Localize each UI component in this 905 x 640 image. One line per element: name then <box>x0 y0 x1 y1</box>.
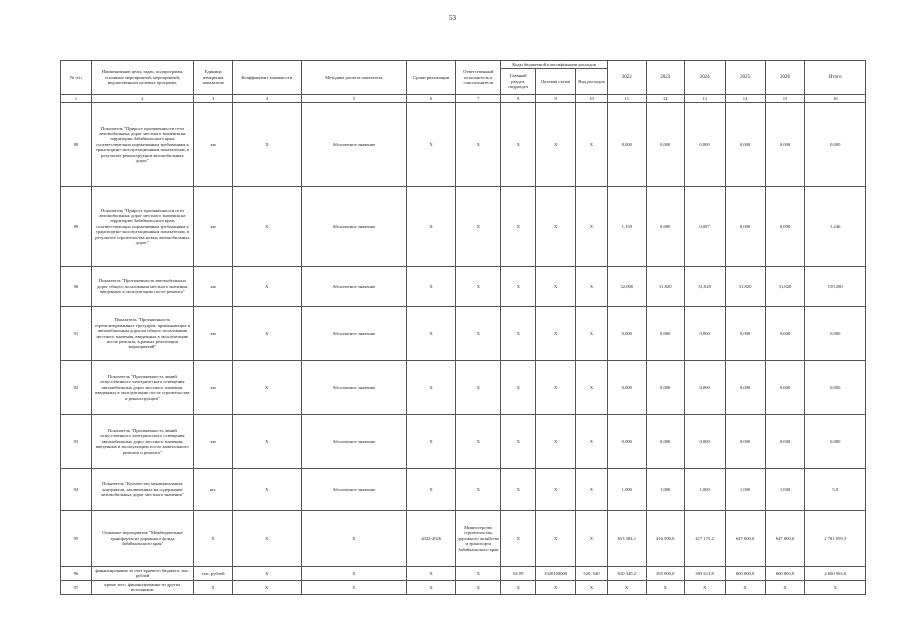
total-value-cell: 0,000 <box>805 415 866 469</box>
coefficient-cell: X <box>233 103 302 187</box>
indicator-name-cell: Показатель "Протяженность автомобильных дорог общего пользования местного значения, введенных в эксплуатацию после ремонта" <box>91 267 193 307</box>
total-value-cell: 5,0 <box>805 469 866 511</box>
year-value-cell: 395 613,8 <box>684 567 725 581</box>
table-row <box>61 469 866 511</box>
column-number: 7 <box>456 95 501 103</box>
main-section-code-cell: X <box>501 187 536 267</box>
unit-cell: км <box>194 415 233 469</box>
expense-type-code-cell: X <box>576 361 608 415</box>
year-value-cell: 0,000 <box>765 415 805 469</box>
unit-cell: км <box>194 103 233 187</box>
coefficient-cell: X <box>233 307 302 361</box>
method-cell: Абсолютное значение <box>301 103 406 187</box>
row-number-cell: 94 <box>61 469 92 511</box>
table-body <box>61 103 866 595</box>
year-value-cell: 0,000 <box>765 307 805 361</box>
year-value-cell: 610 349,2 <box>607 567 646 581</box>
year-value-cell: 1,000 <box>765 469 805 511</box>
year-value-cell: 395 000,0 <box>646 567 684 581</box>
total-value-cell: 2 781 059,3 <box>805 511 866 567</box>
year-value-cell: 0,000 <box>684 361 725 415</box>
year-value-cell: 0,000 <box>646 361 684 415</box>
column-number: 6 <box>407 95 456 103</box>
term-cell: X <box>407 580 456 594</box>
total-value-cell: 1,246 <box>805 187 866 267</box>
year-value-cell: 31,820 <box>684 267 725 307</box>
main-section-code-cell: X <box>501 469 536 511</box>
year-value-cell: 0,000 <box>646 187 684 267</box>
term-cell: X <box>407 267 456 307</box>
header-year: 2026 <box>765 61 805 95</box>
year-value-cell: 0,000 <box>765 187 805 267</box>
main-section-code-cell: X <box>501 307 536 361</box>
indicator-name-cell: кроме того, финансирование из других источников: <box>91 580 193 594</box>
year-value-cell: 653 384,1 <box>607 511 646 567</box>
unit-cell: шт. <box>194 469 233 511</box>
term-cell: X <box>407 361 456 415</box>
responsible-cell: X <box>456 580 501 594</box>
year-value-cell: 0,000 <box>725 187 765 267</box>
expense-type-code-cell: X <box>576 469 608 511</box>
unit-cell: км <box>194 187 233 267</box>
total-value-cell: 2 600 963,0 <box>805 567 866 581</box>
year-value-cell: 0,000 <box>646 307 684 361</box>
coefficient-cell: X <box>233 187 302 267</box>
year-value-cell: 0,000 <box>765 103 805 187</box>
term-cell: X <box>407 415 456 469</box>
target-item-code-cell: X <box>536 361 576 415</box>
year-value-cell: 0,000 <box>725 103 765 187</box>
column-number: 11 <box>607 95 646 103</box>
year-value-cell: X <box>684 580 725 594</box>
unit-cell: X <box>194 511 233 567</box>
header-coefficient: Коэффициент значимости <box>233 61 302 95</box>
responsible-cell: X <box>456 415 501 469</box>
term-cell: X <box>407 103 456 187</box>
method-cell: X <box>301 511 406 567</box>
year-value-cell: 600 000,0 <box>725 567 765 581</box>
coefficient-cell: X <box>233 567 302 581</box>
method-cell: X <box>301 580 406 594</box>
year-value-cell: X <box>646 580 684 594</box>
unit-cell: км <box>194 361 233 415</box>
method-cell: Абсолютное значение <box>301 361 406 415</box>
header-responsible: Ответственный исполнитель и соисполнители <box>456 61 501 95</box>
year-value-cell: 0,000 <box>646 103 684 187</box>
term-cell: 2022-2026 <box>407 511 456 567</box>
total-value-cell: X <box>805 580 866 594</box>
table-row <box>61 307 866 361</box>
header-year: 2025 <box>725 61 765 95</box>
responsible-cell: X <box>456 267 501 307</box>
term-cell: X <box>407 307 456 361</box>
year-value-cell: 0,000 <box>725 415 765 469</box>
indicator-name-cell: Основное мероприятие "Межбюджетные трансферты из дорожного фонда Забайкальского края" <box>91 511 193 567</box>
row-number-cell: 95 <box>61 511 92 567</box>
column-number: 10 <box>576 95 608 103</box>
target-item-code-cell: X <box>536 415 576 469</box>
header-budget-codes: Коды бюджетной классификации расходов <box>501 61 608 69</box>
expense-type-code-cell: X <box>576 103 608 187</box>
header-total: Итого <box>805 61 866 95</box>
method-cell: Абсолютное значение <box>301 469 406 511</box>
column-number: 15 <box>765 95 805 103</box>
method-cell: X <box>301 567 406 581</box>
year-value-cell: 0,000 <box>725 307 765 361</box>
table-row <box>61 267 866 307</box>
year-value-cell: 32,000 <box>607 267 646 307</box>
indicator-name-cell: Показатель "Протяженность линий искусственного электрического освещения автомобильных дорог местного значения, введенных в эксплуатацию после капитального ремонта и ремонта" <box>91 415 193 469</box>
method-cell: Абсолютное значение <box>301 307 406 361</box>
year-value-cell: X <box>765 580 805 594</box>
year-value-cell: 0,000 <box>607 361 646 415</box>
header-unit: Единица измерения показателя <box>194 61 233 95</box>
header-name: Наименование цели, задач, подпрограмм, основных мероприятий, мероприятий, ведомственных целевых программ, <box>91 61 193 95</box>
target-item-code-cell: X <box>536 511 576 567</box>
header-target-item: Целевая статья <box>536 69 576 95</box>
unit-cell: км <box>194 267 233 307</box>
target-item-code-cell: X <box>536 187 576 267</box>
responsible-cell: X <box>456 469 501 511</box>
expense-type-code-cell: X <box>576 415 608 469</box>
row-number-cell: 89 <box>61 187 92 267</box>
table-row <box>61 361 866 415</box>
header-year: 2023 <box>646 61 684 95</box>
column-number: 9 <box>536 95 576 103</box>
column-number: 14 <box>725 95 765 103</box>
expense-type-code-cell: X <box>576 307 608 361</box>
total-value-cell: 159,280 <box>805 267 866 307</box>
year-value-cell: 0,000 <box>607 103 646 187</box>
main-section-code-cell: 04 09 <box>501 567 536 581</box>
year-value-cell: 0,087 <box>684 187 725 267</box>
row-number-cell: 92 <box>61 361 92 415</box>
year-value-cell: 416 500,0 <box>646 511 684 567</box>
year-value-cell: 1,000 <box>607 469 646 511</box>
header-expense-type: Вид расходов <box>576 69 608 95</box>
main-section-code-cell: X <box>501 415 536 469</box>
main-section-code-cell: X <box>501 103 536 187</box>
column-number: 3 <box>194 95 233 103</box>
year-value-cell: 0,000 <box>684 103 725 187</box>
total-value-cell: 0,000 <box>805 361 866 415</box>
main-section-code-cell: X <box>501 361 536 415</box>
year-value-cell: 0,000 <box>646 415 684 469</box>
responsible-cell: X <box>456 361 501 415</box>
target-item-code-cell: X <box>536 267 576 307</box>
coefficient-cell: X <box>233 469 302 511</box>
unit-cell: тыс. рублей <box>194 567 233 581</box>
responsible-cell: Министерство строительства, дорожного хозяйства и транспорта Забайкальского края <box>456 511 501 567</box>
row-number-cell: 90 <box>61 267 92 307</box>
indicator-name-cell: финансирование за счет краевого бюджета, тыс. рублей <box>91 567 193 581</box>
year-value-cell: 31,820 <box>646 267 684 307</box>
expense-type-code-cell: 520, 540 <box>576 567 608 581</box>
year-value-cell: 31,820 <box>765 267 805 307</box>
year-value-cell: 31,820 <box>725 267 765 307</box>
responsible-cell: X <box>456 307 501 361</box>
row-number-cell: 96 <box>61 567 92 581</box>
responsible-cell: X <box>456 103 501 187</box>
method-cell: Абсолютное значение <box>301 415 406 469</box>
indicator-name-cell: Показатель "Протяженность отремонтированных тротуаров, примыкающих к автомобильным дорогам общего пользования местного значения, введенных в эксплуатацию после ремонта, в рамках реализации мероприятий" <box>91 307 193 361</box>
expense-type-code-cell: X <box>576 267 608 307</box>
main-section-code-cell: X <box>501 580 536 594</box>
column-number: 12 <box>646 95 684 103</box>
column-number: 4 <box>233 95 302 103</box>
expense-type-code-cell: X <box>576 511 608 567</box>
column-number: 13 <box>684 95 725 103</box>
column-number: 1 <box>61 95 92 103</box>
header-main-section: Главный раздел, подраздел <box>501 69 536 95</box>
expense-type-code-cell: X <box>576 187 608 267</box>
indicator-name-cell: Показатель "Количество муниципальных контрактов, заключенных на содержание автомобильных дорог местного значения" <box>91 469 193 511</box>
year-value-cell: 1,000 <box>684 469 725 511</box>
year-value-cell: 0,000 <box>684 307 725 361</box>
table-row <box>61 415 866 469</box>
page-number: 53 <box>449 14 456 22</box>
table-row <box>61 103 866 187</box>
year-value-cell: 417 175,2 <box>684 511 725 567</box>
budget-indicator-table <box>60 60 866 595</box>
coefficient-cell: X <box>233 415 302 469</box>
term-cell: X <box>407 187 456 267</box>
row-number-cell: 88 <box>61 103 92 187</box>
year-value-cell: 0,000 <box>765 361 805 415</box>
column-number: 8 <box>501 95 536 103</box>
year-value-cell: X <box>725 580 765 594</box>
column-number: 16 <box>805 95 866 103</box>
year-value-cell: 0,000 <box>607 415 646 469</box>
total-value-cell: 0,000 <box>805 103 866 187</box>
coefficient-cell: X <box>233 511 302 567</box>
coefficient-cell: X <box>233 580 302 594</box>
row-number-cell: 91 <box>61 307 92 361</box>
row-number-cell: 93 <box>61 415 92 469</box>
unit-cell: км <box>194 307 233 361</box>
main-section-code-cell: X <box>501 267 536 307</box>
coefficient-cell: X <box>233 361 302 415</box>
method-cell: Абсолютное значение <box>301 267 406 307</box>
table-row <box>61 187 866 267</box>
column-number: 2 <box>91 95 193 103</box>
expense-type-code-cell: X <box>576 580 608 594</box>
target-item-code-cell: X <box>536 469 576 511</box>
method-cell: Абсолютное значение <box>301 187 406 267</box>
year-value-cell: X <box>607 580 646 594</box>
indicator-name-cell: Показатель "Прирост протяженности сети автомобильных дорог местного значения на территории Забайкальского края, соответствующих нормативным требованиям к транспортно-эксплуатационным показателям, в результате строительства новых автомобильных дорог" <box>91 187 193 267</box>
indicator-name-cell: Показатель "Протяженность линий искусственного электрического освещения автомобильных дорог местного значения, введенных в эксплуатацию после строительства и реконструкции" <box>91 361 193 415</box>
header-year: 2024 <box>684 61 725 95</box>
year-value-cell: 1,000 <box>646 469 684 511</box>
table-row <box>61 511 866 567</box>
year-value-cell: 600 000,0 <box>765 567 805 581</box>
indicator-name-cell: Показатель "Прирост протяженности сети автомобильных дорог местного значения на территории Забайкальского края, соответствующих нормативным требованиям к транспортно-эксплуатационным показателям, в результате реконструкции автомобильных дорог" <box>91 103 193 187</box>
target-item-code-cell: 3320100000 <box>536 567 576 581</box>
target-item-code-cell: X <box>536 307 576 361</box>
responsible-cell: X <box>456 187 501 267</box>
table-row <box>61 580 866 594</box>
header-no: № п/п <box>61 61 92 95</box>
year-value-cell: 1,000 <box>725 469 765 511</box>
header-term: Сроки реализации <box>407 61 456 95</box>
table-row <box>61 567 866 581</box>
target-item-code-cell: X <box>536 103 576 187</box>
header-year: 2022 <box>607 61 646 95</box>
column-number: 5 <box>301 95 406 103</box>
unit-cell: X <box>194 580 233 594</box>
row-number-cell: 97 <box>61 580 92 594</box>
year-value-cell: 647 000,0 <box>765 511 805 567</box>
coefficient-cell: X <box>233 267 302 307</box>
year-value-cell: 647 000,0 <box>725 511 765 567</box>
year-value-cell: 0,000 <box>725 361 765 415</box>
year-value-cell: 0,000 <box>684 415 725 469</box>
term-cell: X <box>407 469 456 511</box>
total-value-cell: 0,000 <box>805 307 866 361</box>
responsible-cell: X <box>456 567 501 581</box>
term-cell: X <box>407 567 456 581</box>
year-value-cell: 0,000 <box>607 307 646 361</box>
year-value-cell: 1,159 <box>607 187 646 267</box>
header-method: Методика расчета показателя <box>301 61 406 95</box>
main-section-code-cell: X <box>501 511 536 567</box>
column-number-row <box>61 95 866 103</box>
target-item-code-cell: X <box>536 580 576 594</box>
